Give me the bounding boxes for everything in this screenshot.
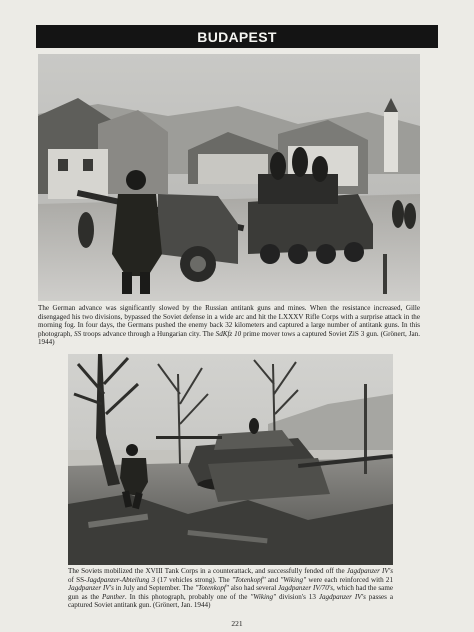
caption2-t9: . In this photograph, probably one of the bbox=[124, 592, 251, 601]
caption2-i10: Jagdpanzer IV's bbox=[318, 592, 366, 601]
caption2-i2: Jagdpanzer-Abteilung 3 bbox=[86, 575, 156, 584]
caption2-i3: "Totenkopf" bbox=[231, 575, 266, 584]
caption1-text-b: troops advance through a Hungarian city. The bbox=[81, 329, 216, 338]
chapter-header-bar bbox=[36, 25, 438, 48]
caption2-t11: passes a captured Soviet antitank gun. (Grönert, Jan. 1944) bbox=[68, 592, 393, 610]
caption2-t3: (17 vehicles strong). The bbox=[155, 575, 232, 584]
caption2-t1: The Soviets mobilized the XVIII Tank Corps in a counterattack, and successfully fended off the bbox=[68, 567, 347, 575]
photo-village-advance bbox=[38, 54, 420, 301]
caption1-text-c: prime mover tows a captured Soviet ZiS 3 gun. (Grönert, Jan. 1944) bbox=[38, 329, 420, 347]
caption2-i8: Panther bbox=[102, 592, 125, 601]
caption2-t10: division's 13 bbox=[276, 592, 319, 601]
photo-caption-2 bbox=[68, 567, 393, 610]
caption2-t5: were each reinforced with 21 bbox=[306, 575, 393, 584]
caption2-i6: "Totenkopf" bbox=[195, 584, 229, 593]
caption2-i1: Jagdpanzer IV's bbox=[346, 567, 393, 575]
caption2-t2: of SS- bbox=[68, 575, 87, 584]
caption2-i7: Jagdpanzer IV/70's bbox=[278, 584, 334, 593]
photo-village-advance-image bbox=[38, 54, 420, 301]
caption1-italic-a: SS bbox=[74, 329, 82, 338]
caption2-i5: Jagdpanzer IV's bbox=[68, 584, 114, 593]
caption1-text-a: The German advance was significantly slowed by the Russian antitank guns and mines. When the resistance increased, Gille disengaged his two divisions, bypassed the Soviet defense in a wide arc and hit the LXXXV Rifle Corps with a surprise attack in the morning fog. In four days, the Germans pushed the enemy back 32 kilometers and captured a large number of antitank guns. In this photograph, bbox=[38, 304, 420, 338]
caption2-i4: "Wiking" bbox=[280, 575, 307, 584]
chapter-title: BUDAPEST bbox=[197, 28, 277, 45]
page-number: 221 bbox=[231, 619, 243, 628]
photo-caption-1 bbox=[38, 304, 420, 347]
caption1-italic-b: SdKfz 10 bbox=[215, 329, 242, 338]
caption2-t8: , which had the same gun as the bbox=[68, 584, 393, 601]
caption2-i9: "Wiking" bbox=[250, 592, 277, 601]
caption2-t4: and bbox=[265, 575, 281, 584]
caption2-t6: in July and September. The bbox=[113, 584, 196, 593]
photo-tank-destroyer bbox=[68, 354, 393, 565]
caption2-t7: also had several bbox=[228, 584, 279, 593]
photo-tank-destroyer-image bbox=[68, 354, 393, 565]
